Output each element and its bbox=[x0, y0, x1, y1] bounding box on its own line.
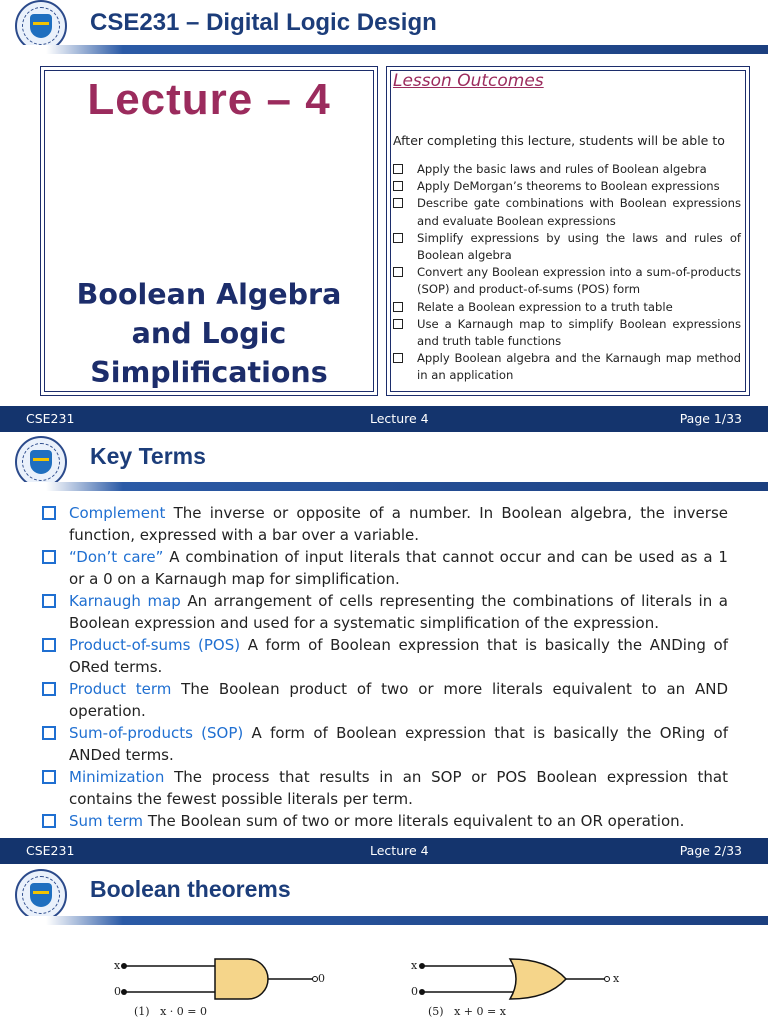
term-definition: The process that results in an SOP or POS Boolean expression that contains the fewest possible literals per term. bbox=[69, 768, 728, 808]
slide-3 bbox=[0, 864, 768, 1024]
slide-title: Key Terms bbox=[90, 443, 206, 469]
and-gate-input1-label: x bbox=[114, 959, 121, 972]
checkbox-bullet-icon bbox=[393, 267, 403, 277]
list-item bbox=[40, 722, 728, 766]
list-item: Describe gate combinations with Boolean expressions and evaluate Boolean expressions bbox=[391, 195, 741, 229]
lesson-outcomes-title: Lesson Outcomes bbox=[393, 71, 544, 91]
slide-2 bbox=[0, 432, 768, 864]
input-node bbox=[121, 963, 127, 969]
lesson-outcomes-intro: After completing this lecture, students will be able to bbox=[393, 133, 725, 148]
checkbox-bullet-icon bbox=[42, 770, 56, 784]
footer-course: CSE231 bbox=[26, 843, 75, 858]
lecture-title: Lecture – 4 bbox=[87, 75, 331, 124]
checkbox-bullet-icon bbox=[42, 814, 56, 828]
input-node bbox=[419, 989, 425, 995]
or-gate-input1-label: x bbox=[411, 959, 418, 972]
list-item bbox=[40, 678, 728, 722]
list-item: Simplify expressions by using the laws and rules of Boolean algebra bbox=[391, 230, 741, 264]
list-item: Use a Karnaugh map to simplify Boolean expressions and truth table functions bbox=[391, 316, 741, 350]
slide-footer bbox=[0, 838, 768, 864]
checkbox-bullet-icon bbox=[393, 181, 403, 191]
lesson-outcomes-list bbox=[391, 161, 741, 385]
term-definition: The Boolean product of two or more literals equivalent to an AND operation. bbox=[69, 680, 728, 720]
lecture-title-box bbox=[40, 66, 378, 396]
input-node bbox=[419, 963, 425, 969]
title-underline-band bbox=[0, 916, 768, 925]
lecture-topic bbox=[41, 275, 377, 392]
course-title: CSE231 – Digital Logic Design bbox=[90, 9, 437, 36]
topic-line: and Logic bbox=[131, 317, 287, 350]
checkbox-bullet-icon bbox=[393, 198, 403, 208]
lesson-outcomes-box bbox=[386, 66, 750, 396]
term-name: Product-of-sums (POS) bbox=[69, 636, 241, 654]
output-node bbox=[313, 977, 318, 982]
list-item: Apply the basic laws and rules of Boolean algebra bbox=[391, 161, 741, 178]
term-name: Sum term bbox=[69, 812, 144, 830]
checkbox-bullet-icon bbox=[42, 506, 56, 520]
or-gate-icon bbox=[510, 959, 566, 999]
checkbox-bullet-icon bbox=[393, 233, 403, 243]
list-item: Convert any Boolean expression into a sum-of-products (SOP) and product-of-sums (POS) form bbox=[391, 264, 741, 298]
footer-course: CSE231 bbox=[26, 411, 75, 426]
term-definition: A combination of input literals that cannot occur and can be used as a 1 or a 0 on a Karnaugh map for simplification. bbox=[69, 548, 728, 588]
checkbox-bullet-icon bbox=[393, 164, 403, 174]
list-item: Apply DeMorgan’s theorems to Boolean expressions bbox=[391, 178, 741, 195]
and-gate-icon bbox=[215, 959, 268, 999]
term-definition: An arrangement of cells representing the combinations of literals in a Boolean expression and used for a systematic simplification of the expression. bbox=[69, 592, 728, 632]
slide-title: Boolean theorems bbox=[90, 876, 291, 902]
output-node bbox=[605, 977, 610, 982]
or-gate-caption: (5) x + 0 = x bbox=[428, 1005, 506, 1018]
checkbox-bullet-icon bbox=[393, 319, 403, 329]
and-gate-input2-label: 0 bbox=[114, 985, 121, 998]
term-definition: A form of Boolean expression that is basically the ANDing of ORed terms. bbox=[69, 636, 728, 676]
term-definition: A form of Boolean expression that is basically the ORing of ANDed terms. bbox=[69, 724, 728, 764]
checkbox-bullet-icon bbox=[42, 550, 56, 564]
footer-lecture: Lecture 4 bbox=[370, 411, 429, 426]
input-node bbox=[121, 989, 127, 995]
university-logo bbox=[15, 869, 67, 921]
list-item bbox=[40, 810, 728, 832]
checkbox-bullet-icon bbox=[42, 726, 56, 740]
list-item bbox=[40, 590, 728, 634]
list-item: Apply Boolean algebra and the Karnaugh map method in an application bbox=[391, 350, 741, 384]
title-underline-band bbox=[0, 482, 768, 491]
list-item bbox=[40, 546, 728, 590]
or-gate-input2-label: 0 bbox=[411, 985, 418, 998]
title-underline-band bbox=[0, 45, 768, 54]
term-name: Product term bbox=[69, 680, 172, 698]
key-terms-list bbox=[40, 502, 728, 832]
footer-lecture: Lecture 4 bbox=[370, 843, 429, 858]
footer-page-number: Page 1/33 bbox=[679, 411, 742, 426]
term-name: Sum-of-products (SOP) bbox=[69, 724, 244, 742]
list-item bbox=[40, 766, 728, 810]
term-name: Complement bbox=[69, 504, 166, 522]
term-name: “Don’t care” bbox=[69, 548, 164, 566]
topic-line: Simplifications bbox=[90, 356, 328, 389]
list-item: Relate a Boolean expression to a truth table bbox=[391, 299, 741, 316]
list-item bbox=[40, 502, 728, 546]
term-name: Minimization bbox=[69, 768, 165, 786]
slide-1 bbox=[0, 0, 768, 432]
university-logo bbox=[15, 436, 67, 488]
checkbox-bullet-icon bbox=[42, 594, 56, 608]
term-definition: The Boolean sum of two or more literals equivalent to an OR operation. bbox=[143, 812, 685, 830]
or-gate-output-label: x bbox=[613, 972, 620, 985]
term-definition: The inverse or opposite of a number. In Boolean algebra, the inverse function, expressed with a bar over a variable. bbox=[69, 504, 728, 544]
footer-page-number: Page 2/33 bbox=[679, 843, 742, 858]
topic-line: Boolean Algebra bbox=[76, 278, 342, 311]
checkbox-bullet-icon bbox=[42, 682, 56, 696]
checkbox-bullet-icon bbox=[393, 302, 403, 312]
checkbox-bullet-icon bbox=[42, 638, 56, 652]
slide-footer bbox=[0, 406, 768, 432]
checkbox-bullet-icon bbox=[393, 353, 403, 363]
list-item bbox=[40, 634, 728, 678]
term-name: Karnaugh map bbox=[69, 592, 181, 610]
and-gate-caption: (1) x · 0 = 0 bbox=[134, 1005, 207, 1018]
and-gate-output-label: 0 bbox=[318, 972, 325, 985]
